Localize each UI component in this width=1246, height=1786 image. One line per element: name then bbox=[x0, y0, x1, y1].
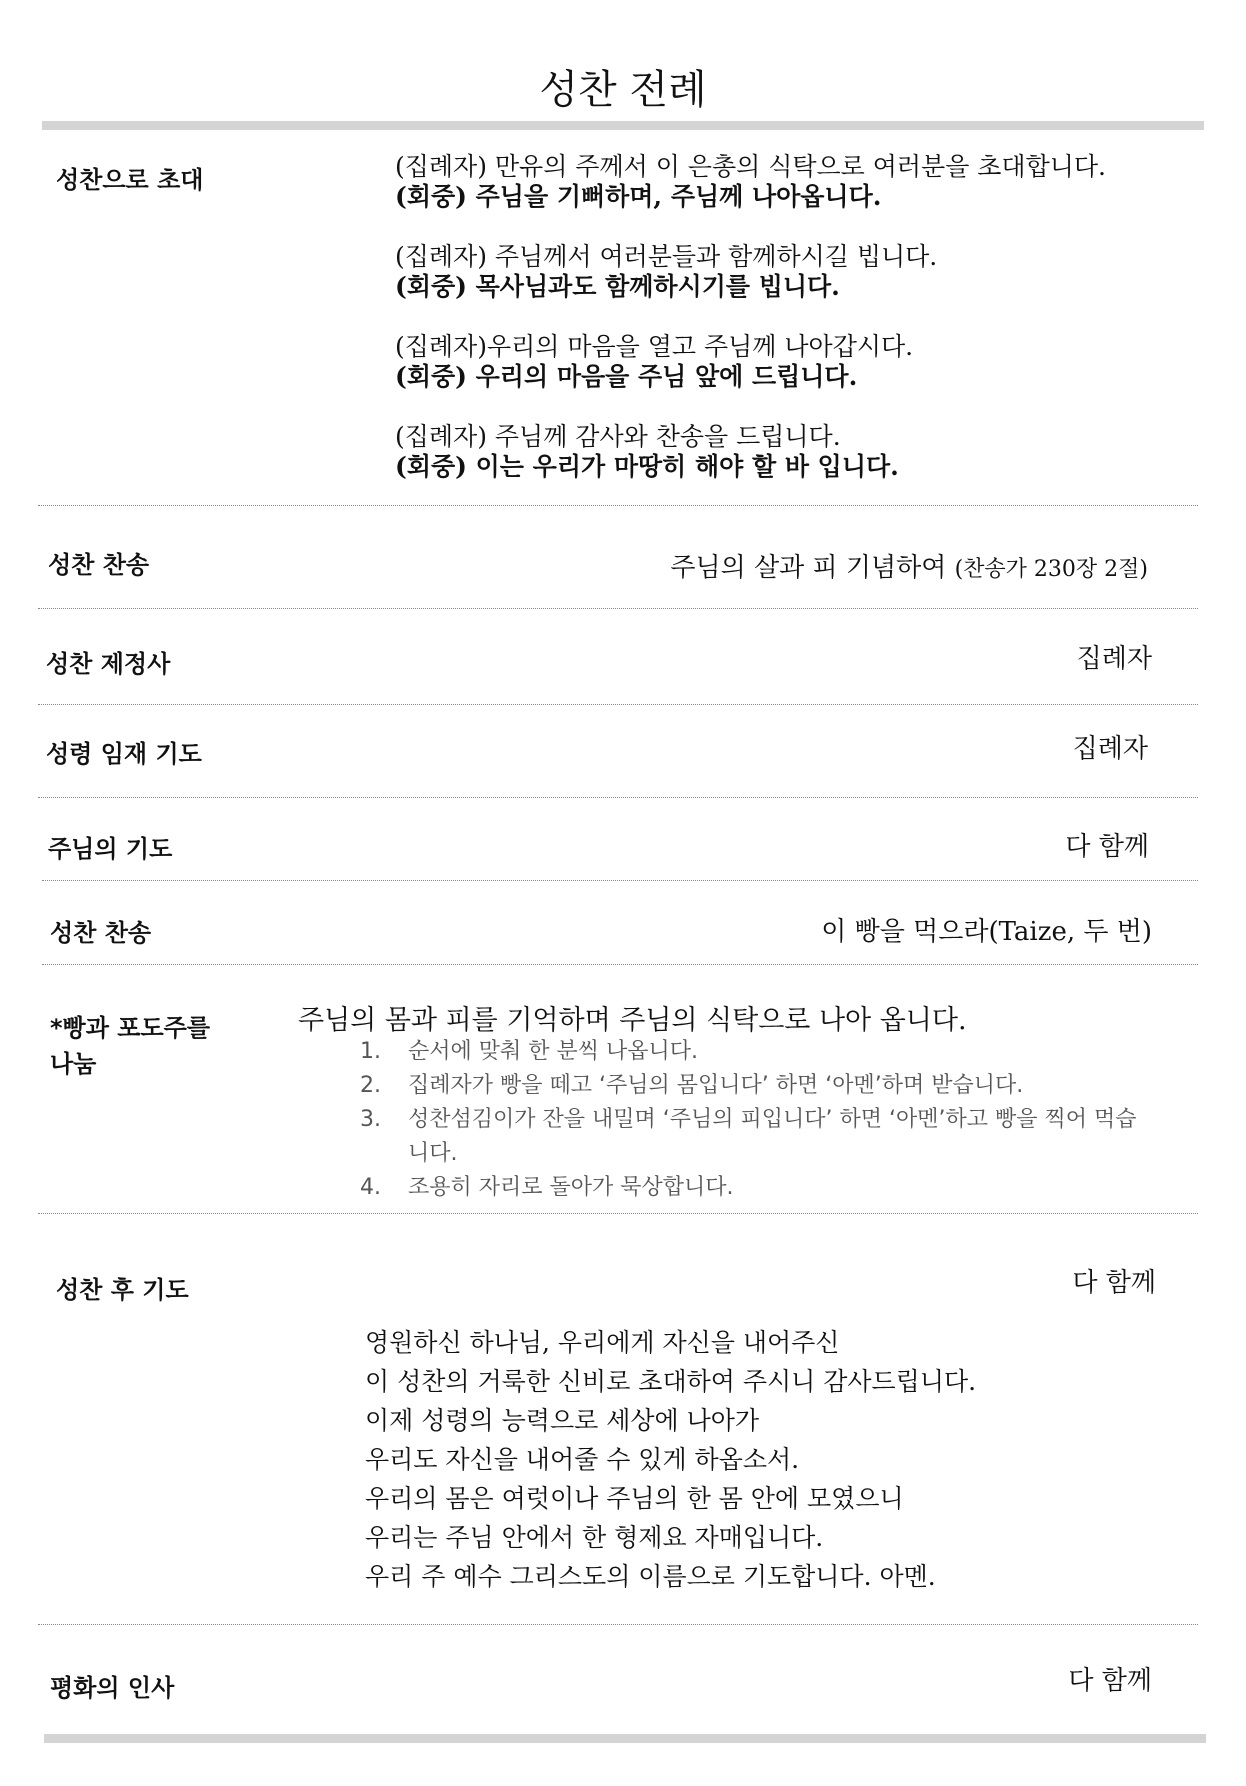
leader-line: (집례자) 만유의 주께서 이 은총의 식탁으로 여러분을 초대합니다. bbox=[395, 152, 1106, 181]
epiclesis-leader: 집례자 bbox=[1072, 734, 1148, 764]
step-text: 성찬섬김이가 잔을 내밀며 ‘주님의 피입니다’ 하면 ‘아멘’하고 빵을 찍어 먹습니다. bbox=[408, 1107, 1137, 1166]
section-divider bbox=[38, 704, 1198, 705]
prayer-line: 우리 주 예수 그리스도의 이름으로 기도합니다. 아멘. bbox=[365, 1562, 936, 1591]
congregation-line: (회중) 우리의 마음을 주님 앞에 드립니다. bbox=[395, 362, 858, 391]
post-communion-who: 다 함께 bbox=[1072, 1268, 1156, 1298]
section-divider bbox=[42, 880, 1198, 881]
hymn-number-note: (찬송가 230장 2절) bbox=[954, 557, 1148, 582]
prayer-line: 영원하신 하나님, 우리에게 자신을 내어주신 bbox=[365, 1328, 840, 1357]
step-text: 조용히 자리로 돌아가 묵상합니다. bbox=[408, 1175, 734, 1200]
consecration-leader: 집례자 bbox=[1076, 644, 1152, 674]
section-divider bbox=[38, 505, 1198, 506]
section-label-lords-prayer: 주님의 기도 bbox=[48, 835, 173, 863]
invitation-dialogue bbox=[395, 152, 1106, 512]
step-number: 2. bbox=[360, 1073, 381, 1098]
leader-line: (집례자)우리의 마음을 열고 주님께 나아갑시다. bbox=[395, 332, 914, 361]
section-label-invitation: 성찬으로 초대 bbox=[56, 166, 204, 194]
congregation-line: (회중) 주님을 기뻐하며, 주님께 나아옵니다. bbox=[395, 182, 882, 211]
prayer-line: 우리의 몸은 여럿이나 주님의 한 몸 안에 모였으니 bbox=[365, 1484, 904, 1513]
section-label-post-communion: 성찬 후 기도 bbox=[56, 1276, 189, 1304]
peace-who: 다 함께 bbox=[1068, 1666, 1152, 1696]
step-number: 3. bbox=[360, 1107, 381, 1132]
page-title: 성찬 전례 bbox=[539, 67, 707, 113]
distribution-steps bbox=[360, 1035, 1150, 1205]
bottom-divider-bar bbox=[44, 1734, 1206, 1743]
hymn-value bbox=[600, 547, 1148, 584]
section-label-hymn: 성찬 찬송 bbox=[50, 919, 152, 947]
congregation-line: (회중) 이는 우리가 마땅히 해야 할 바 입니다. bbox=[395, 452, 899, 481]
leader-line: (집례자) 주님께 감사와 찬송을 드립니다. bbox=[395, 422, 841, 451]
distribution-label-line: *빵과 포도주를 bbox=[50, 1014, 211, 1042]
dialogue-pair bbox=[395, 242, 1106, 302]
list-item bbox=[360, 1103, 1150, 1171]
prayer-line: 우리는 주님 안에서 한 형제요 자매입니다. bbox=[365, 1523, 824, 1552]
step-number: 4. bbox=[360, 1175, 381, 1200]
step-text: 집례자가 빵을 떼고 ‘주님의 몸입니다’ 하면 ‘아멘’하며 받습니다. bbox=[408, 1073, 1024, 1098]
section-label-consecration: 성찬 제정사 bbox=[46, 650, 171, 678]
list-item bbox=[360, 1035, 1150, 1069]
list-item bbox=[360, 1171, 1150, 1205]
dialogue-pair bbox=[395, 152, 1106, 212]
section-label-hymn: 성찬 찬송 bbox=[48, 551, 150, 579]
step-text: 순서에 맞춰 한 분씩 나옵니다. bbox=[408, 1039, 698, 1064]
list-item bbox=[360, 1069, 1150, 1103]
dialogue-pair bbox=[395, 332, 1106, 392]
section-divider bbox=[42, 964, 1198, 965]
section-label-peace: 평화의 인사 bbox=[50, 1674, 175, 1702]
congregation-line: (회중) 목사님과도 함께하시기를 빕니다. bbox=[395, 272, 840, 301]
section-divider bbox=[38, 1213, 1198, 1214]
section-divider bbox=[38, 608, 1198, 609]
hymn2-value: 이 빵을 먹으라(Taize, 두 번) bbox=[821, 917, 1152, 947]
section-divider bbox=[38, 1624, 1198, 1625]
lords-prayer-who: 다 함께 bbox=[1065, 832, 1149, 862]
top-divider-bar bbox=[42, 121, 1204, 130]
section-label-epiclesis: 성령 임재 기도 bbox=[46, 740, 202, 768]
step-number: 1. bbox=[360, 1039, 381, 1064]
distribution-lead: 주님의 몸과 피를 기억하며 주님의 식탁으로 나아 옵니다. bbox=[298, 1005, 967, 1036]
post-communion-prayer bbox=[365, 1323, 976, 1596]
prayer-line: 우리도 자신을 내어줄 수 있게 하옵소서. bbox=[365, 1445, 800, 1474]
prayer-line: 이 성찬의 거룩한 신비로 초대하여 주시니 감사드립니다. bbox=[365, 1367, 977, 1396]
hymn-title: 주님의 살과 피 기념하여 bbox=[670, 553, 947, 583]
section-label-distribution bbox=[50, 1010, 210, 1082]
prayer-line: 이제 성령의 능력으로 세상에 나아가 bbox=[365, 1406, 760, 1435]
leader-line: (집례자) 주님께서 여러분들과 함께하시길 빕니다. bbox=[395, 242, 938, 271]
distribution-label-line: 나눔 bbox=[50, 1050, 97, 1078]
section-divider bbox=[38, 797, 1198, 798]
dialogue-pair bbox=[395, 422, 1106, 482]
